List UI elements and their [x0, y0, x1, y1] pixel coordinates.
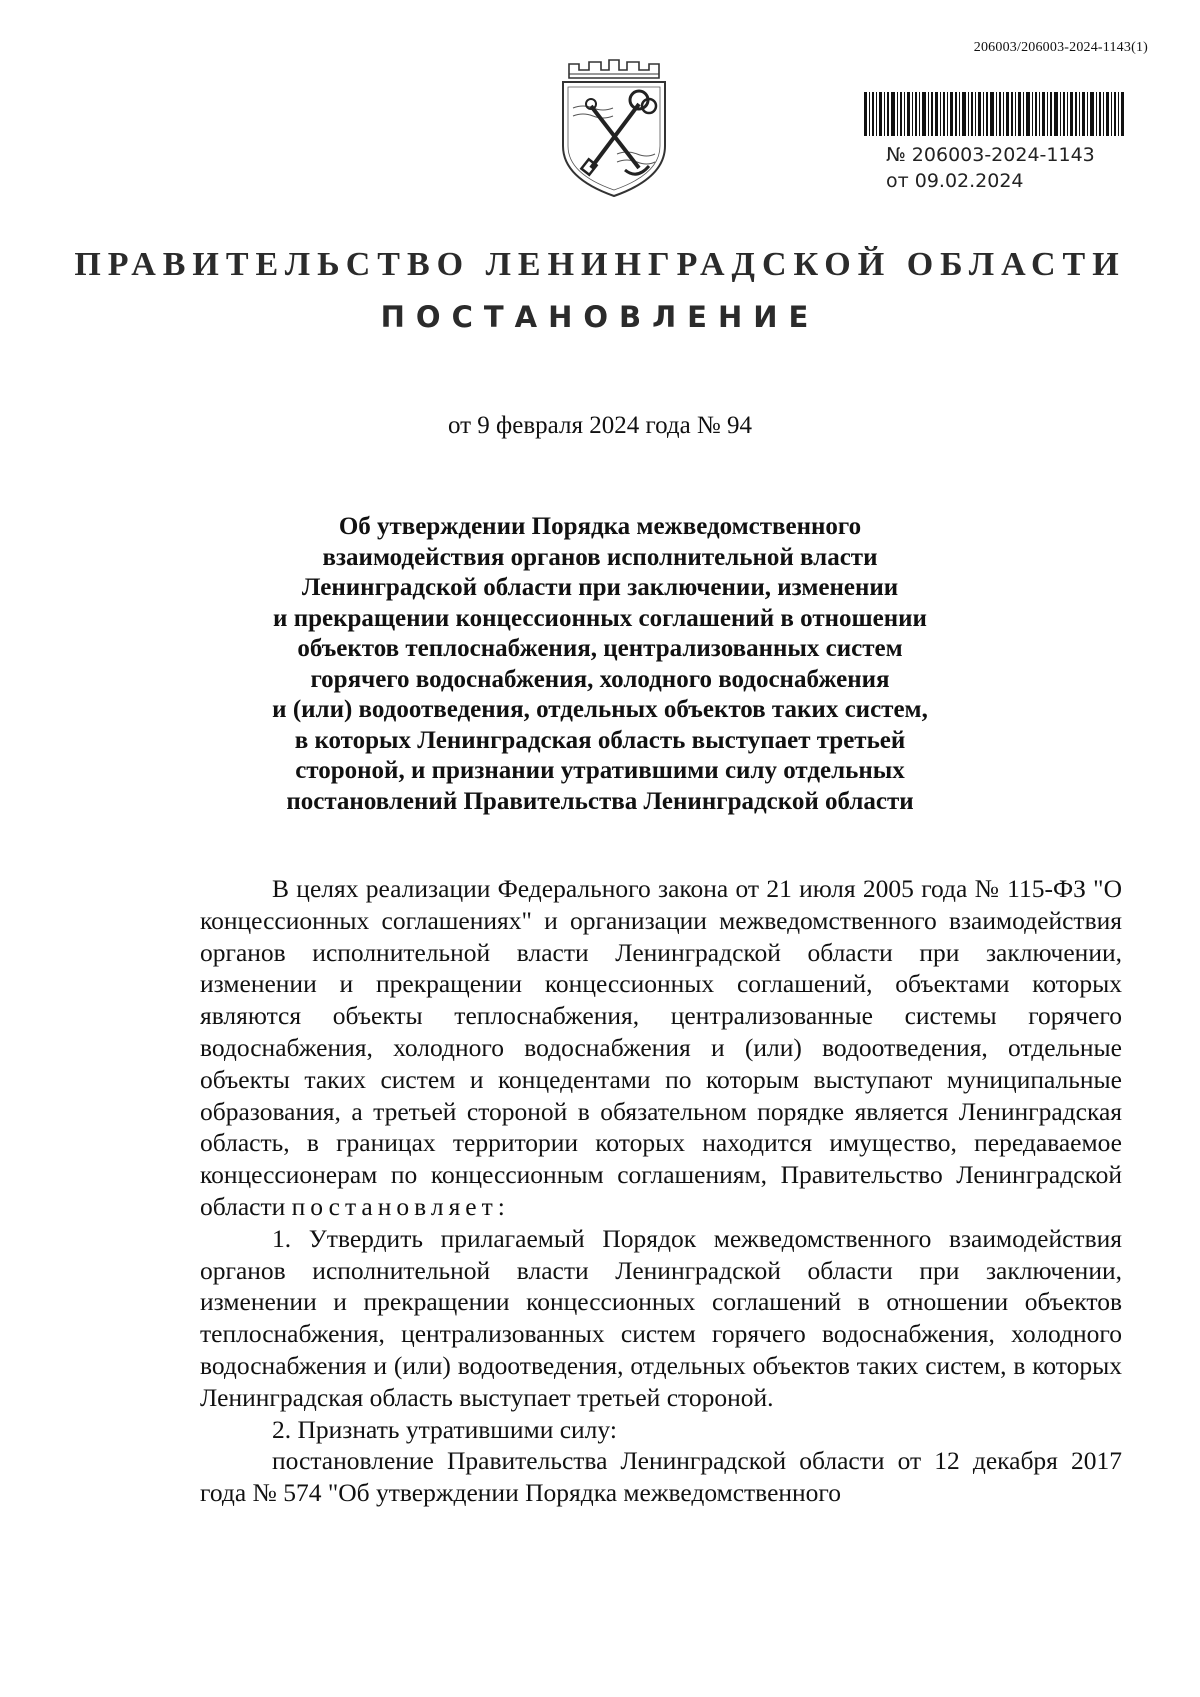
subject-line: взаимодействия органов исполнительной власти: [322, 543, 878, 571]
subject-line: Об утверждении Порядка межведомственного: [338, 513, 862, 540]
document-type-title: ПОСТАНОВЛЕНИЕ: [380, 300, 820, 334]
registration-block: [886, 142, 1095, 194]
item-2-subitem-paragraph: постановление Правительства Ленинградской области от 12 декабря 2017 года № 574 "Об утверждении Порядка межведомственного: [200, 1446, 1122, 1508]
subject-line: в которых Ленинградская область выступает третьей: [294, 726, 906, 754]
document-subject: [250, 512, 950, 817]
subject-line: постановлений Правительства Ленинградской области: [286, 787, 914, 815]
registration-date: от 09.02.2024: [886, 170, 1024, 192]
barcode-icon: [864, 92, 1126, 136]
subject-line: и (или) водоотведения, отдельных объектов таких систем,: [272, 696, 928, 723]
government-title: ПРАВИТЕЛЬСТВО ЛЕНИНГРАДСКОЙ ОБЛАСТИ: [74, 246, 1126, 283]
document-body: [200, 873, 1122, 1509]
document-reference-number: 206003/206003-2024-1143(1): [973, 40, 1148, 55]
item-1-paragraph: 1. Утвердить прилагаемый Порядок межведомственного взаимодействия органов исполнительной власти Ленинградской области при заключении, изменении и прекращении концессионных соглашений в отношении объектов теплоснабжения, централизованных систем горячего водоснабжения, холодного водоснабжения и (или) водоотведения, отдельных объектов таких систем, в которых Ленинградская область выступает третьей стороной.: [200, 1223, 1122, 1412]
item-2-paragraph: 2. Признать утратившими силу:: [272, 1414, 617, 1444]
coat-of-arms-icon: [555, 58, 673, 200]
preamble-paragraph: [200, 873, 1122, 1223]
subject-line: стороной, и признании утратившими силу отдельных: [295, 757, 905, 784]
subject-line: объектов теплоснабжения, централизованных систем: [297, 635, 903, 662]
decree-word: постановляет:: [291, 1191, 510, 1221]
subject-line: горячего водоснабжения, холодного водоснабжения: [310, 665, 890, 693]
registration-number: № 206003-2024-1143: [886, 144, 1095, 166]
subject-line: Ленинградской области при заключении, изменении: [301, 574, 899, 601]
preamble-text: В целях реализации Федерального закона от 21 июля 2005 года № 115-ФЗ "О концессионных соглашениях" и организации межведомственного взаимодействия органов исполнительной власти Ленинградской области при заключении, изменении и прекращении концессионных соглашений, объектами которых являются объекты теплоснабжения, централизованные системы горячего водоснабжения, холодного водоснабжения и (или) водоотведения, отдельные объекты таких систем и концедентами по которым выступают муниципальные образования, а третьей стороной в обязательном порядке является Ленинградская область, в границах территории которых находится имущество, передаваемое концессионерам по концессионным соглашениям, Правительство Ленинградской области: [200, 874, 1122, 1221]
subject-line: и прекращении концессионных соглашений в отношении: [273, 604, 927, 632]
document-date-number: от 9 февраля 2024 года № 94: [447, 412, 753, 439]
